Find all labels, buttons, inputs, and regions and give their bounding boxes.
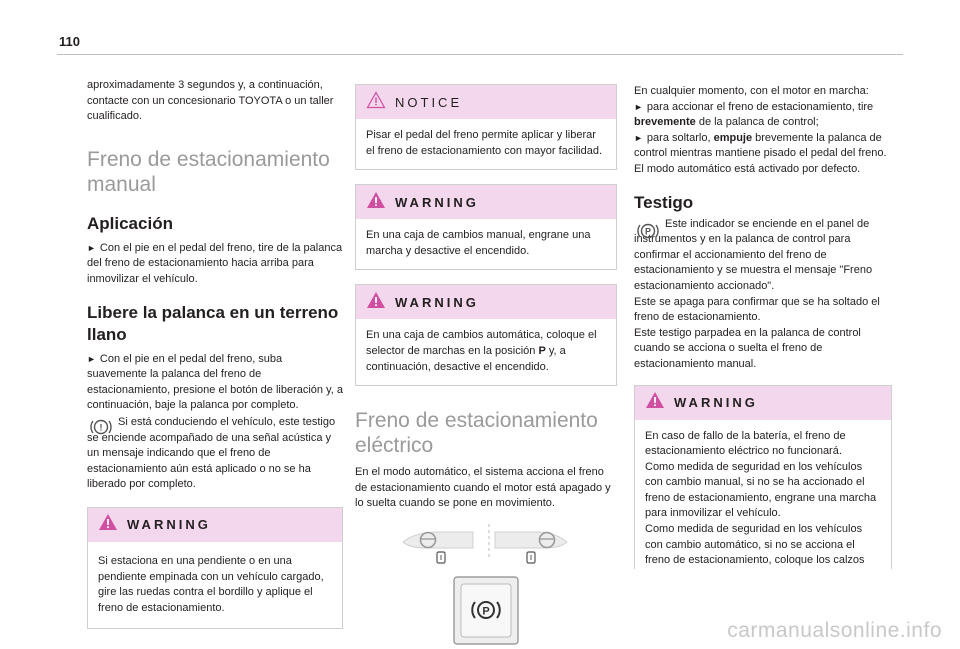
column-3 — [634, 84, 892, 569]
heading-testigo: Testigo — [634, 192, 694, 212]
parking-brake-warning-icon — [87, 416, 115, 443]
intro-text: aproximadamente 3 segundos y, a continuación, contacte con un concesionario TOYOTA o un taller cualificado. — [87, 79, 334, 123]
testigo-paragraph: P Este indicador se enciende en el panel de instrumentos y en la palanca de control para confirmar el accionamiento del freno de estacionamiento y se muestra el mensaje "Freno estacionamiento accionado". — [634, 217, 873, 292]
warning-triangle-icon — [366, 191, 386, 214]
warning-box-manual — [355, 184, 617, 270]
svg-text:!: ! — [99, 422, 103, 433]
warning-header: WARNING — [356, 285, 616, 319]
heading-electric-parking-brake: Freno de estacionamiento eléctrico — [355, 409, 598, 458]
col3-auto-note: El modo automático está activado por defecto. — [634, 162, 861, 175]
col3-intro: En cualquier momento, con el motor en marcha: — [634, 85, 869, 97]
warning-header: WARNING — [635, 386, 891, 420]
notice-header: NOTICE — [356, 85, 616, 119]
heading-aplicacion: Aplicación — [87, 213, 173, 233]
indicator-paragraph: ! Si está conduciendo el vehículo, este testigo se enciende acompañado de una señal acústica y un mensaje indicando que el freno de estacionamiento aún está aplicado o no se ha liberado por completo. — [87, 415, 336, 491]
column-1 — [87, 78, 343, 629]
watermark: carmanualsonline.info — [727, 619, 942, 642]
bullet-arrow-icon: ► — [87, 353, 96, 364]
testigo-off-text: Este se apaga para confirmar que se ha soltado el freno de estacionamiento. — [634, 295, 880, 324]
warning-header: WARNING — [356, 185, 616, 219]
warning-text-battery: En caso de fallo de la batería, el freno de estacionamiento eléctrico no funcionará. — [645, 429, 846, 458]
warning-box-automatic — [355, 284, 617, 386]
warning-triangle-icon — [645, 391, 665, 414]
electric-paragraph: En el modo automático, el sistema acciona el freno de estacionamiento cuando el motor está apagado y lo suelta cuando se pone en movimiento. — [355, 466, 611, 510]
col3-item-apply: ► para accionar el freno de estacionamiento, tire brevemente de la palanca de control; — [634, 100, 874, 129]
warning-header: WARNING — [88, 508, 342, 542]
svg-text:P: P — [482, 605, 490, 618]
warning-triangle-icon — [366, 291, 386, 314]
warning-box-slope — [87, 507, 343, 629]
warning-text: Si estaciona en una pendiente o en una pendiente empinada con un vehículo cargado, gire las ruedas contra el bordillo y aplique el freno de estacionamiento. — [98, 554, 324, 614]
col3-item-release: ► para soltarlo, empuje brevemente la palanca de control mientras mantiene pisado el pedal del freno. — [634, 131, 887, 160]
notice-text: Pisar el pedal del freno permite aplicar y liberar el freno de estacionamiento con mayor facilidad. — [366, 129, 603, 157]
notice-box — [355, 84, 617, 170]
testigo-blink-text: Este testigo parpadea en la palanca de control cuando se acciona o suelta el freno de estacionamiento manual. — [634, 326, 861, 370]
column-2 — [355, 84, 617, 649]
page-number: 110 — [59, 34, 80, 49]
warning-text-manual: Como medida de seguridad en los vehículos con cambio manual, si no se ha accionado el freno de estacionamiento, engrane una marcha para inmovilizar el vehículo. — [645, 460, 877, 520]
bullet-arrow-icon: ► — [87, 242, 96, 253]
header-divider — [57, 54, 903, 55]
warning-text: En una caja de cambios manual, engrane una marcha y desactive el encendido. — [366, 229, 591, 257]
notice-triangle-icon — [366, 91, 386, 114]
heading-libere: Libere la palanca en un terreno llano — [87, 302, 339, 344]
steering-wheel-diagram — [355, 518, 617, 649]
warning-triangle-icon — [98, 513, 118, 536]
warning-text-automatic: Como medida de seguridad en los vehículos con cambio automático, si no se acciona el freno de estacionamiento, coloque los calzos — [645, 523, 865, 567]
heading-manual-parking-brake: Freno de estacionamiento manual — [87, 147, 330, 196]
libere-paragraph: ► Con el pie en el pedal del freno, suba suavemente la palanca del freno de estacionamiento, presione el botón de liberación y, a continuación, baje la palanca por completo. — [87, 352, 344, 412]
aplicacion-paragraph: ► Con el pie en el pedal del freno, tire de la palanca del freno de estacionamiento hacia arriba para inmovilizar el vehículo. — [87, 241, 343, 285]
warning-text: En una caja de cambios automática, coloque el selector de marchas en la posición P y, a continuación, desactive el encendido. — [366, 329, 597, 373]
parking-brake-illustration — [355, 518, 617, 649]
parking-brake-p-icon — [634, 220, 662, 247]
bullet-arrow-icon: ► — [634, 132, 643, 143]
svg-text:P: P — [644, 226, 652, 237]
bullet-arrow-icon: ► — [634, 101, 643, 112]
warning-box-battery — [634, 385, 892, 569]
